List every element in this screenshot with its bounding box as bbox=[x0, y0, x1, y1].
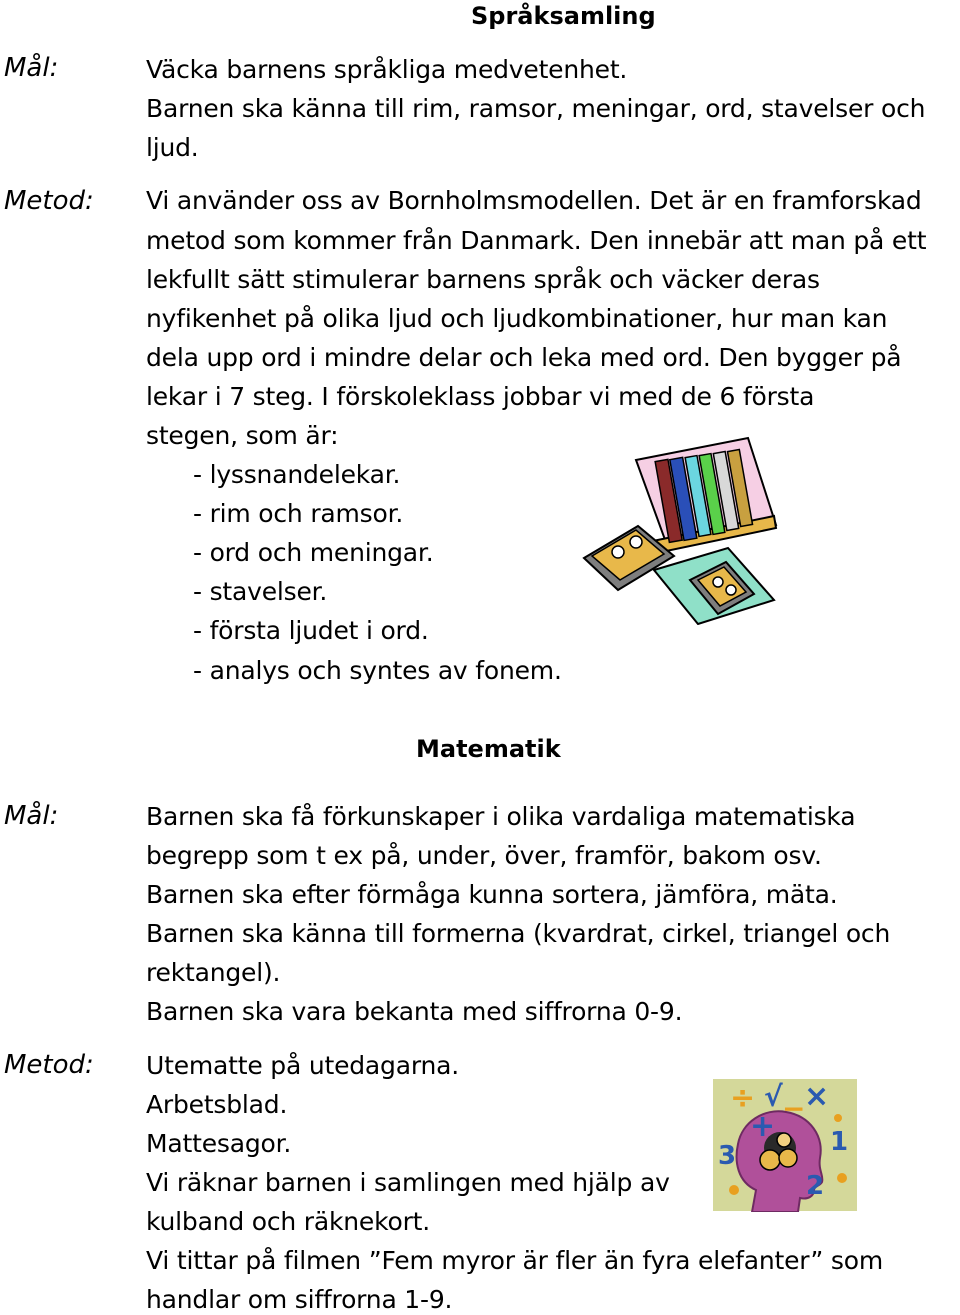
method-line: Utematte på utedagarna. bbox=[146, 1051, 459, 1080]
divide-symbol: ÷ bbox=[730, 1081, 756, 1116]
root-symbol: √ bbox=[764, 1080, 783, 1113]
goal-line: Barnen ska vara bekanta med siffrorna 0-9. bbox=[146, 997, 683, 1026]
step-item: - analys och syntes av fonem. bbox=[193, 656, 562, 685]
step-item: - lyssnandelekar. bbox=[193, 460, 401, 489]
method-line: Vi använder oss av Bornholmsmodellen. Det är en framforskad bbox=[146, 186, 922, 215]
digit-one: 1 bbox=[830, 1127, 849, 1157]
digit-two: 2 bbox=[806, 1171, 825, 1201]
minus-symbol: − bbox=[782, 1092, 806, 1125]
math-head-clipart bbox=[712, 1078, 858, 1212]
goal-line: Barnen ska efter förmåga kunna sortera, jämföra, mäta. bbox=[146, 880, 838, 909]
goal-line: Barnen ska få förkunskaper i olika vardaliga matematiska bbox=[146, 802, 856, 831]
method-line: Vi räknar barnen i samlingen med hjälp av bbox=[146, 1168, 670, 1197]
method-line: Arbetsblad. bbox=[146, 1090, 288, 1119]
method-line: kulband och räknekort. bbox=[146, 1207, 430, 1236]
method-label: Metod: bbox=[4, 1050, 94, 1080]
step-item: - rim och ramsor. bbox=[193, 499, 404, 528]
times-symbol: × bbox=[804, 1079, 830, 1114]
method-line: lekfullt sätt stimulerar barnens språk och väcker deras bbox=[146, 265, 820, 294]
method-line: metod som kommer från Danmark. Den innebär att man på ett bbox=[146, 226, 927, 255]
step-item: - första ljudet i ord. bbox=[193, 616, 429, 645]
step-item: - stavelser. bbox=[193, 577, 328, 606]
method-line: lekar i 7 steg. I förskoleklass jobbar vi med de 6 första bbox=[146, 382, 815, 411]
digit-three: 3 bbox=[718, 1141, 737, 1171]
books-and-cassettes-clipart bbox=[578, 430, 778, 625]
goal-line: ljud. bbox=[146, 133, 199, 162]
goal-label: Mål: bbox=[4, 53, 59, 83]
section-title-matematik: Matematik bbox=[416, 735, 561, 763]
goal-line: rektangel). bbox=[146, 958, 281, 987]
method-label: Metod: bbox=[4, 186, 94, 216]
method-line: Vi tittar på filmen ”Fem myror är fler än fyra elefanter” som bbox=[146, 1246, 884, 1275]
method-line: Mattesagor. bbox=[146, 1129, 292, 1158]
section-title-spraksamling: Språksamling bbox=[471, 2, 656, 30]
method-line: nyfikenhet på olika ljud och ljudkombinationer, hur man kan bbox=[146, 304, 888, 333]
goal-line: Barnen ska känna till formerna (kvardrat, cirkel, triangel och bbox=[146, 919, 891, 948]
goal-line: Barnen ska känna till rim, ramsor, meningar, ord, stavelser och bbox=[146, 94, 926, 123]
method-line: dela upp ord i mindre delar och leka med ord. Den bygger på bbox=[146, 343, 902, 372]
method-line: stegen, som är: bbox=[146, 421, 339, 450]
method-line: handlar om siffrorna 1-9. bbox=[146, 1285, 453, 1314]
goal-line: begrepp som t ex på, under, över, framför, bakom osv. bbox=[146, 841, 822, 870]
plus-symbol: + bbox=[750, 1109, 776, 1144]
goal-label: Mål: bbox=[4, 801, 59, 831]
step-item: - ord och meningar. bbox=[193, 538, 434, 567]
goal-line: Väcka barnens språkliga medvetenhet. bbox=[146, 55, 628, 84]
